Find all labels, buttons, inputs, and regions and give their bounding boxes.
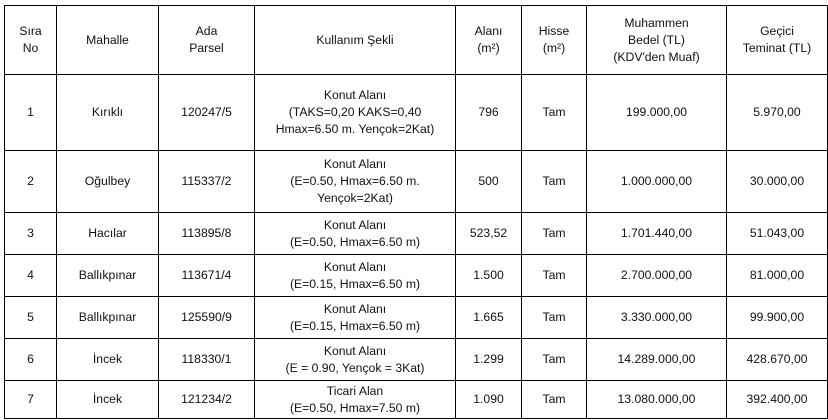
table-row (5, 381, 828, 419)
cell-ada-parsel: 120247/5 (159, 75, 255, 151)
cell-hisse: Tam (522, 339, 587, 381)
header-kullanim (255, 6, 456, 75)
cell-sira-no: 3 (5, 213, 57, 255)
header-text: Mahalle (86, 32, 129, 47)
header-hisse (522, 6, 587, 75)
usage-line: Yençok=2Kat) (317, 191, 393, 205)
header-text: No (22, 41, 39, 55)
header-bedel (587, 6, 727, 75)
usage-line: Konut Alanı (323, 301, 387, 316)
header-alan (456, 6, 522, 75)
cell-bedel: 2.700.000,00 (587, 255, 727, 297)
cell-mahalle: İncek (57, 381, 159, 419)
cell-ada-parsel: 118330/1 (159, 339, 255, 381)
usage-line: (E=0.50, Hmax=6.50 m) (289, 234, 421, 249)
usage-line: (E=0.15, Hmax=6.50 m) (289, 318, 421, 333)
table-body (5, 75, 828, 419)
header-text: Kullanım Şekli (316, 32, 394, 47)
header-sira-no (5, 6, 57, 75)
table-row (5, 151, 828, 213)
cell-mahalle: İncek (57, 339, 159, 381)
usage-line: Konut Alanı (323, 157, 387, 171)
header-text: Bedel (TL) (628, 32, 685, 47)
cell-hisse: Tam (522, 151, 587, 213)
header-text: Muhammen (624, 15, 689, 30)
cell-teminat: 428.670,00 (727, 339, 828, 381)
cell-ada-parsel: 121234/2 (159, 381, 255, 419)
cell-teminat: 81.000,00 (727, 255, 828, 297)
header-mahalle (57, 6, 159, 75)
usage-line: Konut Alanı (323, 343, 387, 358)
cell-teminat: 392.400,00 (727, 381, 828, 419)
cell-alan: 796 (456, 75, 522, 151)
cell-ada-parsel: 125590/9 (159, 297, 255, 339)
cell-bedel: 3.330.000,00 (587, 297, 727, 339)
table-row (5, 75, 828, 151)
cell-hisse: Tam (522, 213, 587, 255)
cell-mahalle: Ballıkpınar (57, 297, 159, 339)
cell-hisse: Tam (522, 255, 587, 297)
usage-line: (E=0.50, Hmax=7.50 m) (289, 400, 421, 415)
cell-alan: 1.665 (456, 297, 522, 339)
header-text: Teminat (TL) (742, 41, 812, 55)
cell-sira-no: 7 (5, 381, 57, 419)
cell-ada-parsel: 113895/8 (159, 213, 255, 255)
cell-alan: 523,52 (456, 213, 522, 255)
cell-teminat: 30.000,00 (727, 151, 828, 213)
header-text: (m²) (477, 41, 500, 55)
cell-ada-parsel: 115337/2 (159, 151, 255, 213)
cell-mahalle: Hacılar (57, 213, 159, 255)
cell-alan: 1.090 (456, 381, 522, 419)
usage-line: (E=0.15, Hmax=6.50 m) (289, 276, 421, 291)
header-text: Geçici (760, 24, 794, 38)
header-text: (m²) (542, 41, 566, 55)
cell-kullanim (255, 297, 456, 339)
cell-hisse: Tam (522, 297, 587, 339)
cell-bedel: 199.000,00 (587, 75, 727, 151)
header-text: Sıra (19, 24, 42, 38)
header-ada-parsel (159, 6, 255, 75)
usage-line: Konut Alanı (323, 88, 387, 102)
usage-line: (E=0.50, Hmax=6.50 m. (290, 174, 420, 188)
table-header (5, 6, 828, 75)
cell-bedel: 1.701.440,00 (587, 213, 727, 255)
cell-bedel: 14.289.000,00 (587, 339, 727, 381)
cell-teminat: 99.900,00 (727, 297, 828, 339)
cell-kullanim (255, 339, 456, 381)
cell-ada-parsel: 113671/4 (159, 255, 255, 297)
cell-alan: 500 (456, 151, 522, 213)
usage-line: Konut Alanı (323, 217, 387, 232)
usage-line: (E = 0.90, Yençok = 3Kat) (285, 360, 425, 375)
cell-kullanim (255, 213, 456, 255)
cell-teminat: 51.043,00 (727, 213, 828, 255)
cell-mahalle: Kırıklı (57, 75, 159, 151)
parcel-table (4, 5, 828, 419)
header-text: Hisse (538, 24, 570, 38)
header-teminat (727, 6, 828, 75)
table-row (5, 213, 828, 255)
header-text: Ada (195, 24, 218, 38)
cell-mahalle: Oğulbey (57, 151, 159, 213)
usage-line: Konut Alanı (323, 259, 387, 274)
cell-alan: 1.500 (456, 255, 522, 297)
usage-line: Ticari Alan (326, 383, 384, 398)
cell-alan: 1.299 (456, 339, 522, 381)
cell-bedel: 13.080.000,00 (587, 381, 727, 419)
cell-hisse: Tam (522, 381, 587, 419)
cell-sira-no: 1 (5, 75, 57, 151)
cell-kullanim (255, 75, 456, 151)
table-row (5, 297, 828, 339)
header-text: (KDV'den Muaf) (613, 49, 700, 64)
cell-sira-no: 5 (5, 297, 57, 339)
usage-line: Hmax=6.50 m. Yençok=2Kat) (275, 122, 435, 136)
cell-teminat: 5.970,00 (727, 75, 828, 151)
cell-bedel: 1.000.000,00 (587, 151, 727, 213)
cell-sira-no: 2 (5, 151, 57, 213)
cell-mahalle: Ballıkpınar (57, 255, 159, 297)
table-row (5, 339, 828, 381)
table-row (5, 255, 828, 297)
cell-kullanim (255, 151, 456, 213)
cell-hisse: Tam (522, 75, 587, 151)
cell-kullanim (255, 255, 456, 297)
cell-sira-no: 4 (5, 255, 57, 297)
header-row (5, 6, 828, 75)
header-text: Parsel (189, 41, 224, 55)
cell-sira-no: 6 (5, 339, 57, 381)
header-text: Alanı (474, 24, 503, 38)
usage-line: (TAKS=0,20 KAKS=0,40 (288, 105, 422, 119)
cell-kullanim (255, 381, 456, 419)
